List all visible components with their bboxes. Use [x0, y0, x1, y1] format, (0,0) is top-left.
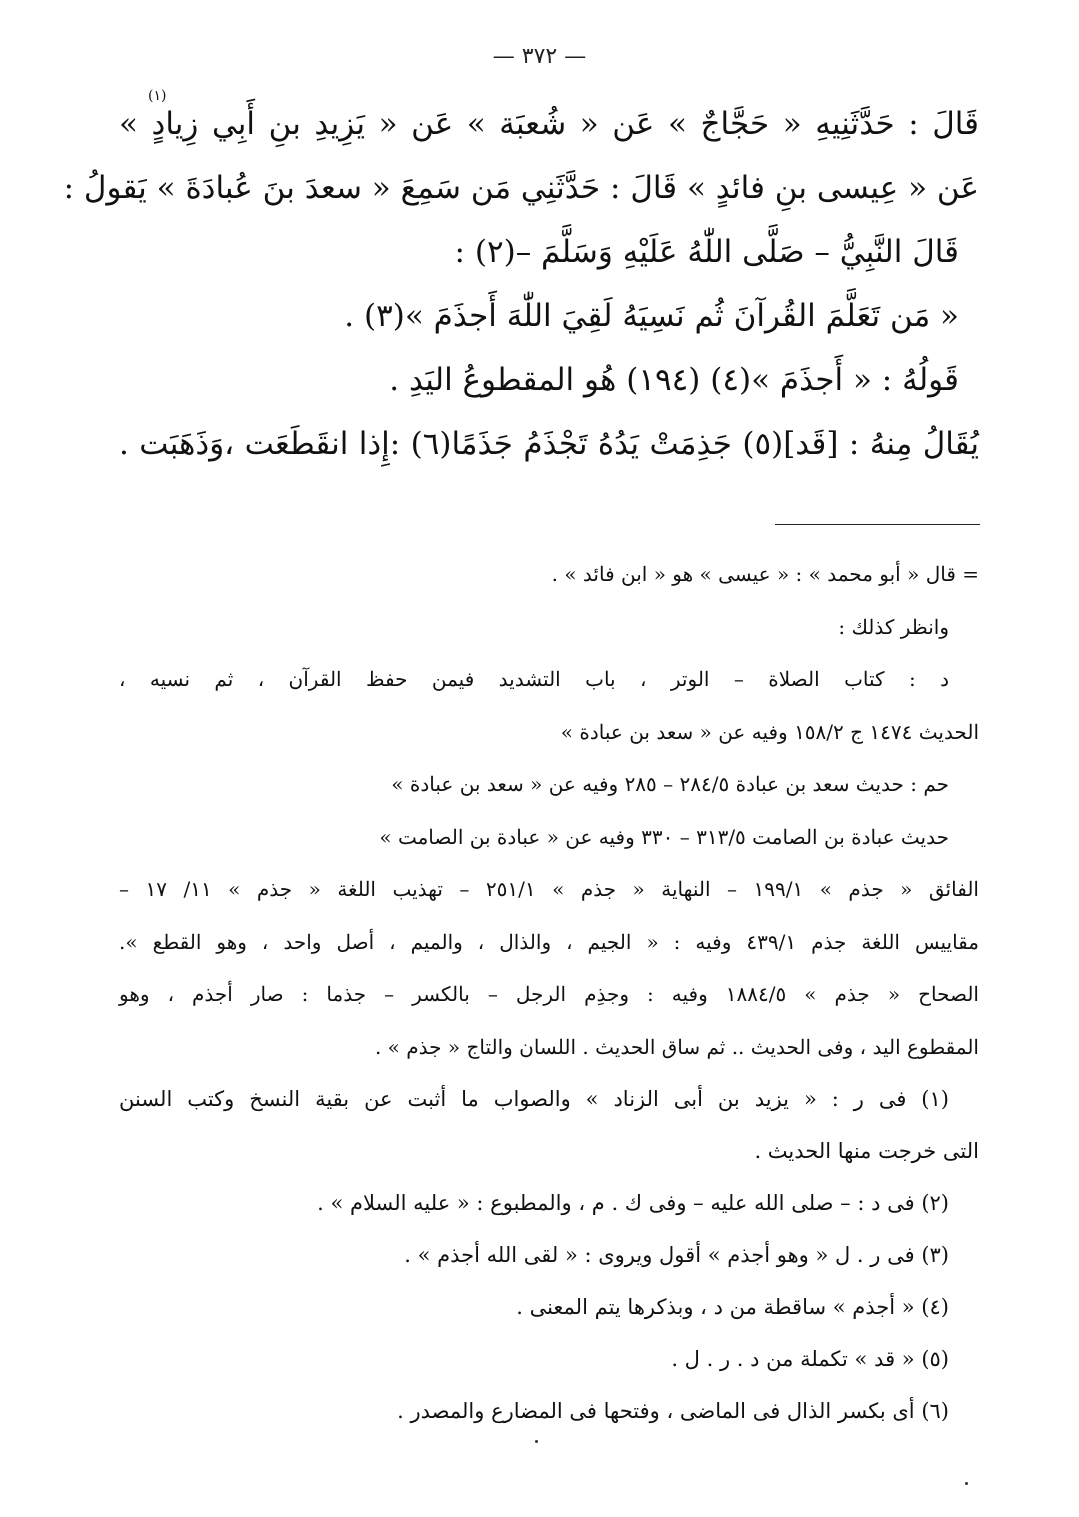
note-line-1: = قال « أبو محمد » : « عيسى » هو « ابن فائد » . — [551, 562, 979, 586]
main-line-6: يُقَالُ مِنهُ : [قَد](٥) جَذِمَتْ يَدُهُ تَجْذَمُ جَذَمًا(٦) :إِذا انقَطَعَت ،وَذَهَبَت . — [119, 426, 979, 462]
note-line-6: حديث عبادة بن الصامت ٣١٣/٥ – ٣٣٠ وفيه عن « عبادة بن الصامت » — [379, 824, 949, 849]
main-line-5: قَولُهُ : « أَجذَمَ »(٤) (١٩٤) هُو المقطوعُ اليَدِ . — [389, 362, 959, 398]
note-line-3: د : كتاب الصلاة – الوتر ، باب التشديد فيمن حفظ القرآن ، ثم نسيه ، — [119, 667, 949, 691]
main-line-4: « مَن تَعَلَّمَ القُرآنَ ثُم نَسِيَهُ لَقِيَ اللّٰهَ أَجذَمَ »(٣) . — [344, 298, 959, 334]
scan-speck — [535, 1440, 538, 1443]
footnote-separator — [775, 524, 980, 525]
page-number: — ٣٧٢ — — [492, 44, 587, 69]
footnote-2: (٢) فى د : – صلى الله عليه – وفى ك . م ، والمطبوع : « عليه السلام » . — [317, 1191, 949, 1215]
main-line-2: عَن « عِيسى بنِ فائدٍ » قَالَ : حَدَّثَنِي مَن سَمِعَ « سعدَ بنَ عُبادَةَ » يَقولُ : — [63, 170, 979, 206]
footnote-5: (٥) « قد » تكملة من د . ر . ل . — [671, 1347, 949, 1371]
footnote-6: (٦) أى بكسر الذال فى الماضى ، وفتحها فى المضارع والمصدر . — [397, 1399, 949, 1423]
main-text-block — [63, 92, 979, 476]
note-line-10: المقطوع اليد ، وفى الحديث .. ثم ساق الحديث . اللسان والتاج « جذم » . — [374, 1034, 979, 1059]
note-line-7: الفائق « جذم » ١٩٩/١ – النهاية « جذم » ٢٥١/١ – تهذيب اللغة « جذم » ١١/ ١٧ – — [119, 877, 979, 901]
footnote-4: (٤) « أجذم » ساقطة من د ، وبذكرها يتم المعنى . — [516, 1295, 949, 1319]
main-line-3: قَالَ النَّبِيُّ – صَلَّى اللّٰهُ عَلَيْهِ وَسَلَّمَ –(٢) : — [454, 234, 959, 270]
footnote-marker-top: (١) — [148, 88, 167, 104]
note-line-8: مقاييس اللغة جذم ٤٣٩/١ وفيه : « الجيم ، والذال ، والميم ، أصل واحد ، وهو القطع ». — [119, 929, 979, 954]
scan-speck — [965, 1482, 968, 1485]
note-line-2: وانظر كذلك : — [838, 614, 949, 639]
main-line-1: قَالَ : حَدَّثَنِيهِ « حَجَّاجٌ » عَن « شُعبَة » عَن « يَزِيدِ بنِ أَبِي زِيادٍ » — [119, 106, 979, 142]
note-line-9: الصحاح « جذم » ١٨٨٤/٥ وفيه : وجذِم الرجل – بالكسر – جذما : صار أجذم ، وهو — [119, 982, 979, 1006]
footnote-1-continued: التى خرجت منها الحديث . — [754, 1139, 979, 1163]
footnote-3: (٣) فى ر . ل « وهو أجذم » أقول ويروى : « لقى الله أجذم » . — [404, 1243, 949, 1267]
footnote-1: (١) فى ر : « يزيد بن أبى الزناد » والصواب ما أثبت عن بقية النسخ وكتب السنن — [119, 1087, 949, 1111]
note-line-5: حم : حديث سعد بن عبادة ٢٨٤/٥ – ٢٨٥ وفيه عن « سعد بن عبادة » — [391, 772, 949, 796]
notes-block — [119, 548, 979, 1437]
note-line-4: الحديث ١٤٧٤ ج ١٥٨/٢ وفيه عن « سعد بن عبادة » — [560, 719, 979, 744]
